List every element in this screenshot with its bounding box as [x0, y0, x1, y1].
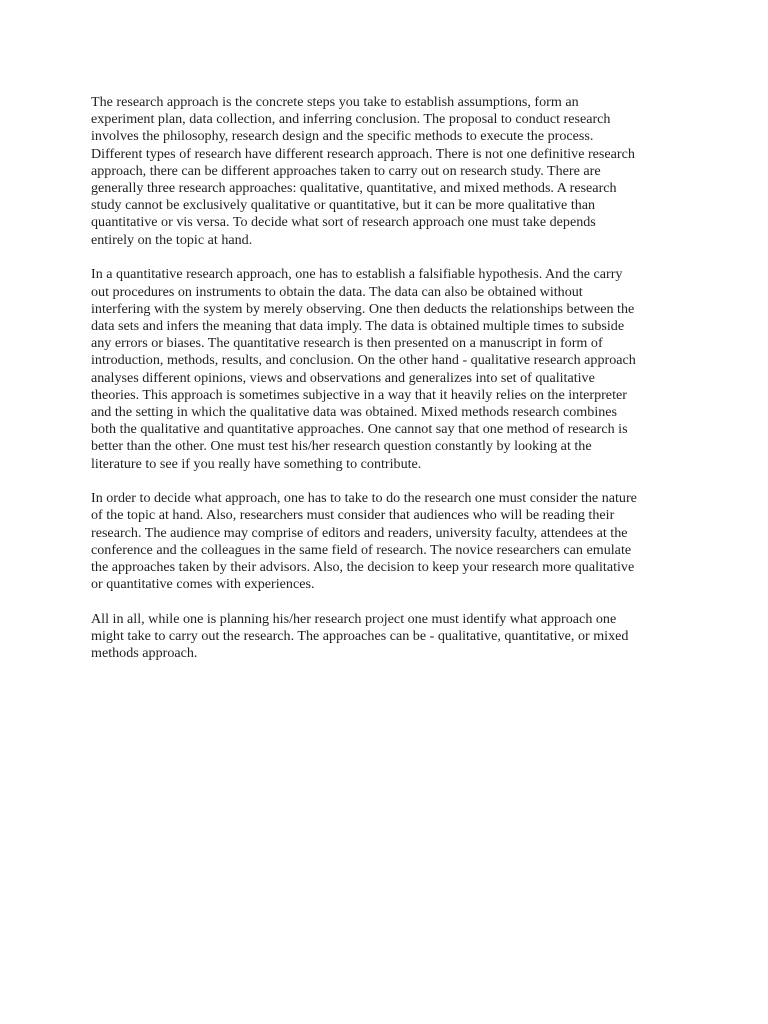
paragraph	[91, 266, 683, 472]
text-line: research. The audience may comprise of editors and readers, university faculty, attendees at the	[91, 524, 628, 541]
text-line: entirely on the topic at hand.	[91, 231, 253, 248]
text-line: might take to carry out the research. The approaches can be - qualitative, quantitative, or mixed	[91, 628, 629, 645]
text-line: better than the other. One must test his/her research question constantly by looking at the	[91, 438, 592, 455]
text-line: Different types of research have different research approach. There is not one definitive research	[91, 145, 635, 162]
text-line: introduction, methods, results, and conclusion. On the other hand - qualitative research approach	[91, 352, 636, 369]
paragraph	[91, 94, 683, 249]
text-line: All in all, while one is planning his/her research project one must identify what approach one	[91, 610, 617, 627]
text-line: approach, there can be different approaches taken to carry out on research study. There are	[91, 162, 601, 179]
paragraph	[91, 611, 683, 663]
text-line: the approaches taken by their advisors. Also, the decision to keep your research more qualitative	[91, 559, 635, 576]
text-line: experiment plan, data collection, and inferring conclusion. The proposal to conduct research	[91, 111, 611, 128]
text-line: both the qualitative and quantitative approaches. One cannot say that one method of research is	[91, 421, 628, 438]
text-line: methods approach.	[91, 645, 198, 662]
text-line: In a quantitative research approach, one has to establish a falsifiable hypothesis. And the carry	[91, 266, 623, 283]
document-body	[91, 94, 683, 680]
text-line: and the setting in which the qualitative data was obtained. Mixed methods research combines	[91, 403, 618, 420]
text-line: theories. This approach is sometimes subjective in a way that it heavily relies on the interpreter	[91, 386, 627, 403]
text-line: interfering with the system by merely observing. One then deducts the relationships between the	[91, 300, 635, 317]
text-line: involves the philosophy, research design and the specific methods to execute the process.	[91, 128, 594, 145]
text-line: out procedures on instruments to obtain the data. The data can also be obtained without	[91, 283, 583, 300]
paragraph	[91, 490, 683, 593]
text-line: conference and the colleagues in the same field of research. The novice researchers can emulate	[91, 541, 632, 558]
text-line: generally three research approaches: qualitative, quantitative, and mixed methods. A research	[91, 180, 617, 197]
text-line: or quantitative comes with experiences.	[91, 576, 315, 593]
text-line: quantitative or vis versa. To decide what sort of research approach one must take depends	[91, 214, 596, 231]
text-line: study cannot be exclusively qualitative or quantitative, but it can be more qualitative than	[91, 197, 596, 214]
text-line: of the topic at hand. Also, researchers must consider that audiences who will be reading their	[91, 507, 615, 524]
text-line: any errors or biases. The quantitative research is then presented on a manuscript in form of	[91, 335, 603, 352]
text-line: The research approach is the concrete steps you take to establish assumptions, form an	[91, 94, 579, 110]
text-line: data sets and infers the meaning that data imply. The data is obtained multiple times to subside	[91, 317, 625, 334]
text-line: analyses different opinions, views and observations and generalizes into set of qualitative	[91, 369, 595, 386]
text-line: In order to decide what approach, one has to take to do the research one must consider the nature	[91, 490, 637, 507]
text-line: literature to see if you really have something to contribute.	[91, 455, 422, 472]
